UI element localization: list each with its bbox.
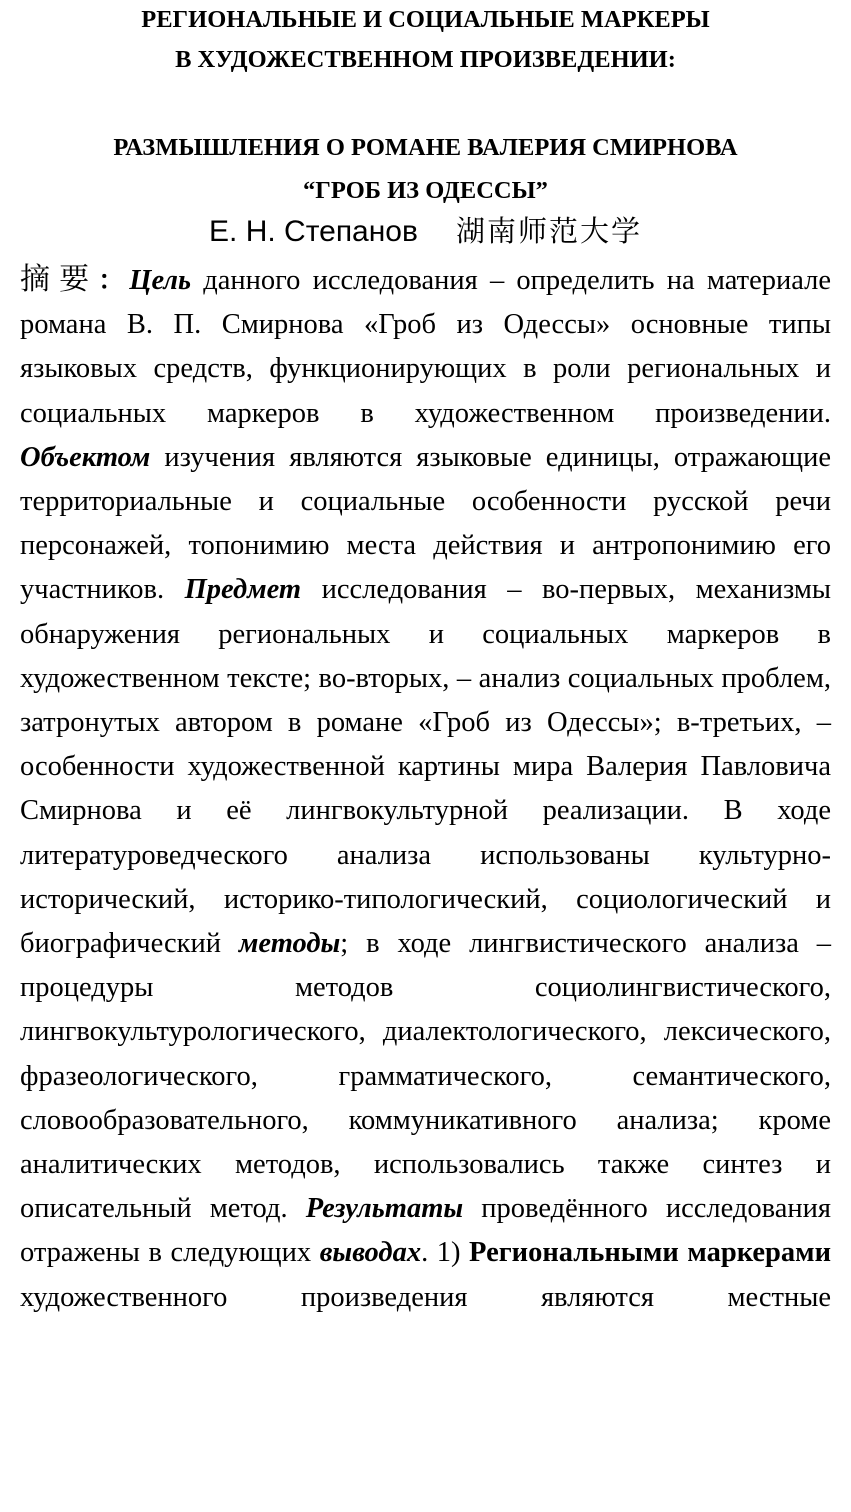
term-goal: Цель	[129, 265, 192, 296]
abstract-text: . 1)	[421, 1237, 470, 1269]
title-line-1: РЕГИОНАЛЬНЫЕ И СОЦИАЛЬНЫЕ МАРКЕРЫ	[141, 6, 710, 33]
article-subtitle	[20, 126, 831, 212]
term-object: Объектом	[20, 441, 151, 473]
subtitle-line-1: РАЗМЫШЛЕНИЯ О РОМАНЕ ВАЛЕРИЯ СМИРНОВА	[113, 134, 738, 161]
term-subject: Предмет	[184, 574, 302, 606]
abstract-text: данного исследования – определить на материале романа В. П. Смирнова «Гроб из Одессы» основные типы языковых средств, функционирующих в роли региональных и социальных маркеров в художественном произведении.	[20, 265, 831, 429]
term-methods: методы	[238, 928, 341, 960]
title-spacer	[20, 80, 831, 123]
document-page	[20, 0, 831, 1320]
term-results: Результаты	[305, 1193, 464, 1225]
abstract-paragraph	[20, 258, 831, 1320]
abstract-text: художественного произведения являются местные	[20, 1281, 831, 1313]
abstract-colon: ：	[98, 266, 130, 296]
abstract-text: проведённого исследования отражены в следующих	[20, 1193, 831, 1269]
term-regional-markers: Региональными маркерами	[469, 1237, 831, 1269]
term-conclusions: выводах	[319, 1237, 422, 1269]
author-line	[20, 213, 831, 250]
abstract-label: 摘要	[20, 262, 99, 297]
article-title	[20, 0, 831, 80]
abstract-text: исследования – во-первых, механизмы обнаружения региональных и социальных маркеров в художественном тексте; во-вторых, – анализ социальных проблем, затронутых автором в романе «Гроб из Одессы»; в-третьих, – особенности художественной картины мира Валерия Павловича Смирнова и её лингвокультурной реализации. В ходе литературоведческого анализа использованы культурно-исторический, историко-типологический, социологический и биографический	[20, 574, 832, 960]
subtitle-line-2: “ГРОБ ИЗ ОДЕССЫ”	[303, 177, 548, 204]
abstract-text: ; в ходе лингвистического анализа – процедуры методов социолингвистического, лингвокультурологического, диалектологического, лексического, фразеологического, грамматического, семантического, словообразовательного, коммуникативного анализа; кроме аналитических методов, использовались также синтез и описательный метод.	[20, 928, 831, 1225]
author-affiliation: 湖南师范大学	[455, 214, 642, 248]
abstract-text: изучения являются языковые единицы, отражающие территориальные и социальные особенности русской речи персонажей, топонимию места действия и антропонимию его участников.	[20, 441, 831, 606]
title-line-2: В ХУДОЖЕСТВЕННОМ ПРОИЗВЕДЕНИИ:	[175, 46, 676, 73]
author-name: Е. Н. Степанов	[209, 215, 418, 248]
